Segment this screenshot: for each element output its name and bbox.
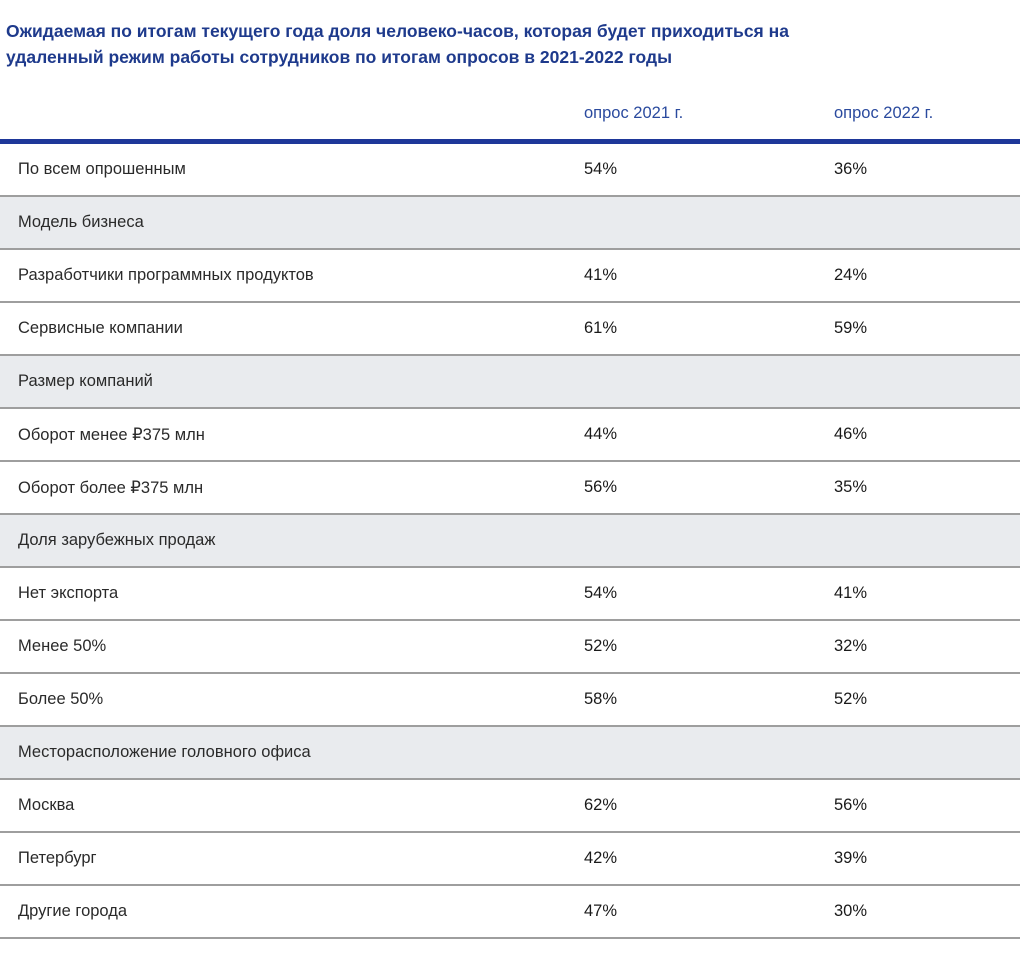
value-2022: 24%	[834, 266, 868, 284]
section-header-row	[0, 356, 1020, 409]
value-2022: 59%	[834, 319, 868, 337]
value-2022: 30%	[834, 902, 868, 920]
row-label: Разработчики программных продуктов	[18, 266, 314, 284]
value-2021: 54%	[584, 160, 618, 178]
row-label: Москва	[18, 796, 75, 814]
value-2022: 32%	[834, 637, 868, 655]
column-header-2021: опрос 2021 г.	[584, 104, 684, 122]
value-2021: 41%	[584, 266, 618, 284]
value-2021: 42%	[584, 849, 618, 867]
section-header-row	[0, 727, 1020, 780]
section-header-row	[0, 197, 1020, 250]
row-label: Другие города	[18, 902, 128, 920]
value-2022: 46%	[834, 425, 868, 443]
row-label: Более 50%	[18, 690, 104, 708]
section-label: Доля зарубежных продаж	[18, 531, 216, 549]
value-2022: 36%	[834, 160, 868, 178]
section-label: Месторасположение головного офиса	[18, 743, 311, 761]
value-2022: 35%	[834, 478, 868, 496]
row-label: Петербург	[18, 849, 97, 867]
row-label: Менее 50%	[18, 637, 107, 655]
page-title: Ожидаемая по итогам текущего года доля человеко-часов, которая будет приходиться на удаленный режим работы сотрудников по итогам опросов в 2021-2022 годы	[6, 21, 789, 67]
section-label: Модель бизнеса	[18, 213, 144, 231]
table-row	[0, 886, 1020, 939]
table-row	[0, 144, 1020, 197]
value-2022: 56%	[834, 796, 868, 814]
value-2021: 47%	[584, 902, 618, 920]
value-2022: 39%	[834, 849, 868, 867]
table-body	[0, 144, 1020, 939]
table-row	[0, 568, 1020, 621]
value-2021: 44%	[584, 425, 618, 443]
table-header-row	[0, 70, 1020, 144]
value-2022: 41%	[834, 584, 868, 602]
value-2021: 54%	[584, 584, 618, 602]
value-2021: 52%	[584, 637, 618, 655]
row-label: По всем опрошенным	[18, 160, 186, 178]
value-2021: 56%	[584, 478, 618, 496]
section-label: Размер компаний	[18, 372, 153, 390]
table-row	[0, 621, 1020, 674]
value-2022: 52%	[834, 690, 868, 708]
value-2021: 58%	[584, 690, 618, 708]
row-label: Сервисные компании	[18, 319, 183, 337]
value-2021: 62%	[584, 796, 618, 814]
row-label: Нет экспорта	[18, 584, 119, 602]
table-row	[0, 462, 1020, 515]
section-header-row	[0, 515, 1020, 568]
table-row	[0, 250, 1020, 303]
table-row	[0, 833, 1020, 886]
table-row	[0, 303, 1020, 356]
column-header-2022: опрос 2022 г.	[834, 104, 934, 122]
row-label: Оборот менее ₽375 млн	[18, 425, 205, 444]
table-row	[0, 409, 1020, 462]
survey-results-table	[0, 70, 1020, 939]
table-row	[0, 674, 1020, 727]
table-row	[0, 780, 1020, 833]
row-label: Оборот более ₽375 млн	[18, 478, 204, 497]
value-2021: 61%	[584, 319, 618, 337]
